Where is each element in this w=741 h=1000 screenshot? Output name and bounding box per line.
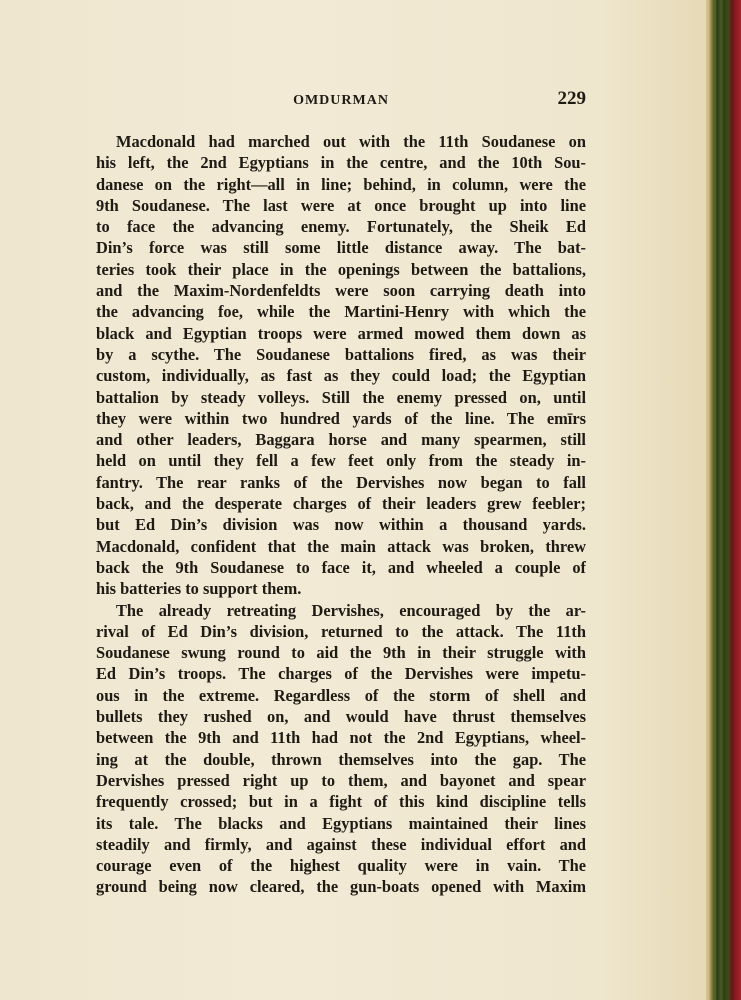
text-line: black and Egyptian troops were armed mowed them down as [96,323,586,343]
text-line: back the 9th Soudanese to face it, and wheeled a couple of [96,557,586,577]
book-spine-edge [706,0,741,1000]
text-line: danese on the right—all in line; behind, in column, were the [96,174,586,194]
text-line: but Ed Din’s division was now within a thousand yards. [96,515,586,535]
text-line: the advancing foe, while the Martini-Henry with which the [96,302,586,322]
text-line: they were within two hundred yards of the line. The emīrs [96,408,586,428]
text-line: his left, the 2nd Egyptians in the centre, and the 10th Sou- [96,153,586,173]
text-line: Macdonald had marched out with the 11th Soudanese on [116,132,586,151]
text-line: courage even of the highest quality were in vain. The [96,856,586,876]
spine-highlight [714,0,716,1000]
text-line: 9th Soudanese. The last were at once brought up into line [96,195,586,215]
running-title: OMDURMAN [293,93,389,108]
text-line: between the 9th and 11th had not the 2nd Egyptians, wheel- [96,728,586,748]
text-line: rival of Ed Din’s division, returned to the attack. The 11th [96,621,586,641]
text-line: Ed Din’s troops. The charges of the Dervishes were impetu- [96,664,586,684]
text-line: ous in the extreme. Regardless of the storm of shell and [96,685,586,705]
text-line: and other leaders, Baggara horse and many spearmen, still [96,430,586,450]
text-line: back, and the desperate charges of their leaders grew feebler; [96,494,586,514]
text-line: battalion by steady volleys. Still the enemy pressed on, until [96,387,586,407]
text-line: Din’s force was still some little distance away. The bat- [96,238,586,258]
text-line: Dervishes pressed right up to them, and bayonet and spear [96,770,586,790]
page-number: 229 [557,88,586,109]
text-line: teries took their place in the openings between the battalions, [96,259,586,279]
text-line: to face the advancing enemy. Fortunately, the Sheik Ed [96,217,586,237]
body-text [96,131,586,898]
text-line: Soudanese swung round to aid the 9th in their struggle with [96,643,586,663]
text-line: bullets they rushed on, and would have thrust themselves [96,707,586,727]
text-line: Macdonald, confident that the main attack was broken, threw [96,536,586,556]
text-line: held on until they fell a few feet only from the steady in- [96,451,586,471]
text-line: and the Maxim-Nordenfeldts were soon carrying death into [96,281,586,301]
text-line: by a scythe. The Soudanese battalions fired, as was their [96,344,586,364]
text-line: ing at the double, thrown themselves into the gap. The [96,749,586,769]
text-line: The already retreating Dervishes, encouraged by the ar- [116,600,586,620]
text-line: custom, individually, as fast as they could load; the Egyptian [96,366,586,386]
text-line: frequently crossed; but in a fight of this kind discipline tells [96,792,586,812]
text-line: ground being now cleared, the gun-boats opened with Maxim [96,877,586,897]
text-line: steadily and firmly, and against these individual effort and [96,834,586,854]
text-line: fantry. The rear ranks of the Dervishes now began to fall [96,472,586,492]
text-line: his batteries to support them. [96,579,302,599]
page-header [96,90,586,112]
text-line: its tale. The blacks and Egyptians maintained their lines [96,813,586,833]
